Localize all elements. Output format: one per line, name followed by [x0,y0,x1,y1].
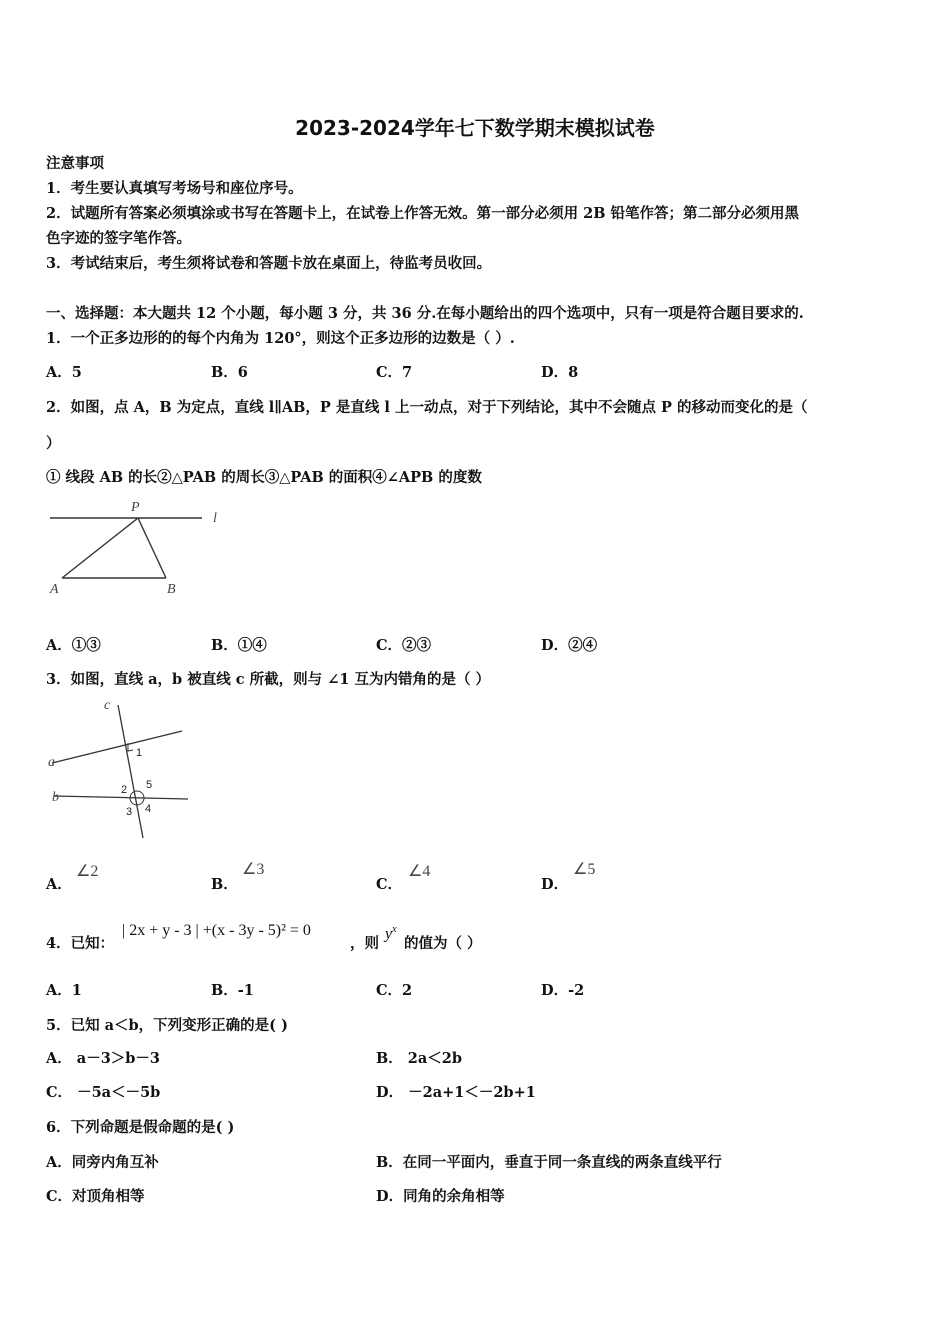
q2-option-a: A．①③ [46,637,101,654]
q4-option-d: D．-2 [541,982,585,999]
q4-option-c: C．2 [376,982,413,999]
question-5-stem: 5．已知 a＜b，下列变形正确的是( ) [46,1017,288,1034]
q4-expr-base: y [385,925,393,943]
q5-option-d: D． －2a+1＜－2b+1 [376,1084,536,1101]
notice-line: 3．考试结束后，考生须将试卷和答题卡放在桌面上，待监考员收回。 [46,255,492,272]
q2-option-d: D．②④ [541,637,598,654]
segment-pb [138,518,166,578]
q2-option-b: B．①④ [211,637,267,654]
q5-option-c: C． －5a＜－5b [46,1084,161,1101]
q1-option-a: A．5 [46,364,82,381]
q4-option-b: B．-1 [211,982,254,999]
label-a: A [50,582,59,597]
question-6-stem: 6．下列命题是假命题的是( ) [46,1119,235,1136]
q1-option-d: D．8 [541,364,579,381]
line-c [118,705,143,838]
label-2: 2 [121,784,128,796]
label-b: b [52,790,59,805]
q3-option-b-angle: ∠3 [242,861,265,878]
question-1-stem: 1．一个正多边形的的每个内角为 120°，则这个正多边形的边数是（ ）. [46,330,515,347]
notice-line: 色字迹的签字笔作答。 [46,230,191,247]
q5-option-b: B． 2a＜2b [376,1050,463,1067]
notice-heading: 注意事项 [46,155,104,172]
notice-line: 1．考生要认真填写考场号和座位序号。 [46,180,303,197]
question-4-suffix: 的值为（ ） [404,935,482,952]
q4-option-a: A．1 [46,982,82,999]
question-2-stem-end: ） [46,435,61,452]
q3-option-a-angle: ∠2 [76,863,99,880]
q4-expr-exp: x [392,924,397,935]
q3-option-a-letter: A． [46,876,72,893]
section-heading: 一、选择题：本大题共 12 个小题，每小题 3 分，共 36 分.在每小题给出的四个选项中，只有一项是符合题目要求的. [46,305,804,322]
q1-option-c: C．7 [376,364,413,381]
q3-option-c-angle: ∠4 [408,863,431,880]
q3-option-c-letter: C． [376,876,403,893]
question-2-stem: 2．如图，点 A，B 为定点，直线 l∥AB，P 是直线 l 上一动点，对于下列结论，其中不会随点 P 的移动而变化的是（ [46,399,808,416]
q3-option-d-letter: D． [541,876,569,893]
question-2-items: ① 线段 AB 的长②△PAB 的周长③△PAB 的面积④∠APB 的度数 [46,469,482,486]
question-3-stem: 3．如图，直线 a，b 被直线 c 所截，则与 ∠1 互为内错角的是（ ） [46,671,491,688]
label-p: P [131,500,140,515]
q3-figure [40,695,200,845]
q1-option-b: B．6 [211,364,248,381]
label-a: a [48,755,55,770]
label-4: 4 [145,803,152,815]
q2-option-c: C．②③ [376,637,432,654]
line-a [52,731,182,763]
question-4-mid: ，则 [350,935,379,952]
label-c: c [104,698,111,713]
notice-line: 2．试题所有答案必须填涂或书写在答题卡上，在试卷上作答无效。第一部分必须用 2B 铅笔作答；第二部分必须用黑 [46,205,800,222]
label-1: 1 [136,747,143,759]
q3-option-b-letter: B． [211,876,238,893]
label-3: 3 [126,806,133,818]
q6-option-c: C．对顶角相等 [46,1188,145,1205]
q6-option-d: D．同角的余角相等 [376,1188,505,1205]
q6-option-b: B．在同一平面内，垂直于同一条直线的两条直线平行 [376,1154,722,1171]
q2-figure [40,495,240,600]
q3-option-d-angle: ∠5 [573,861,596,878]
segment-pa [62,518,138,578]
label-5: 5 [146,779,153,791]
line-b [54,796,188,799]
question-4-prefix: 4．已知： [46,935,115,952]
page-title: 2023-2024学年七下数学期末模拟试卷 [295,116,655,140]
q4-expression [385,924,397,943]
q5-option-a: A． a－3＞b－3 [46,1050,161,1067]
q6-option-a: A．同旁内角互补 [46,1154,159,1171]
q4-equation: | 2x + y - 3 | +(x - 3y - 5)² = 0 [122,922,311,939]
label-b: B [167,582,176,597]
label-l: l [213,511,217,526]
